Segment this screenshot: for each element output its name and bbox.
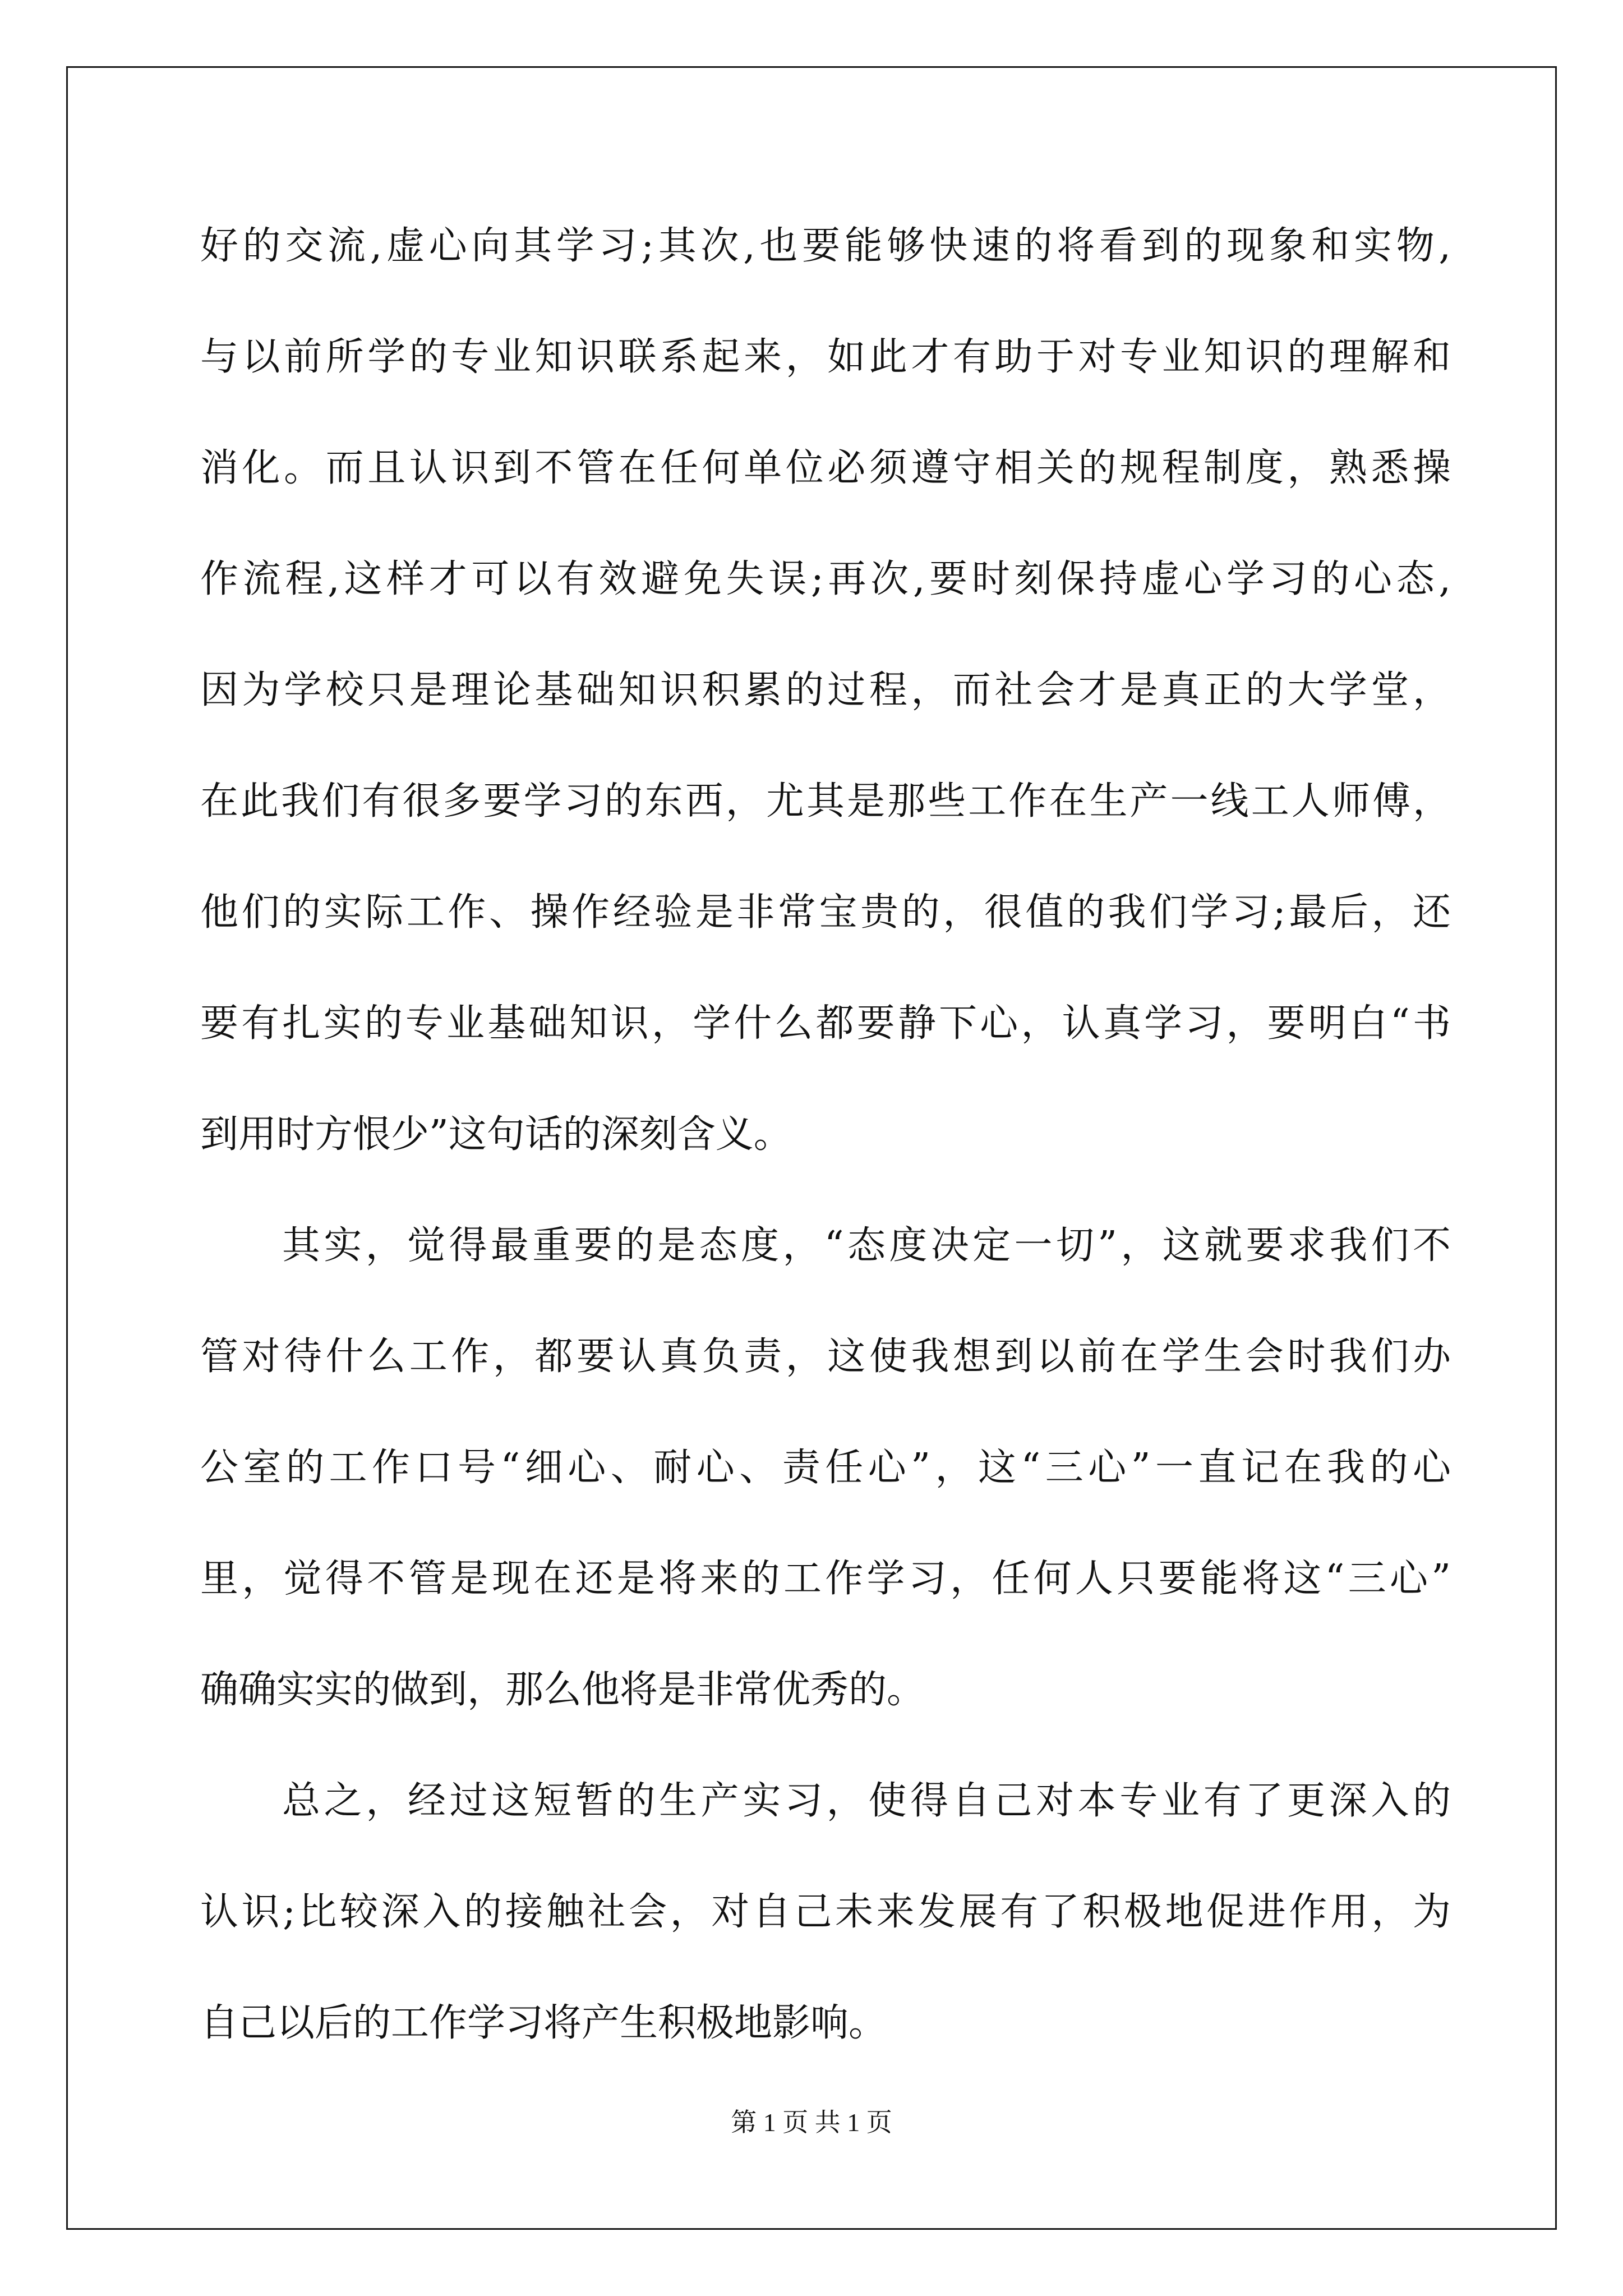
- text-line: 管对待什么工作，都要认真负责，这使我想到以前在学生会时我们办: [200, 1335, 1451, 1379]
- text-line: 到用时方恨少”这句话的深刻含义。: [200, 1112, 792, 1157]
- text-line: 在此我们有很多要学习的东西，尤其是那些工作在生产一线工人师傅，: [200, 779, 1451, 823]
- text-line: 其实，觉得最重要的是态度，“态度决定一切”，这就要求我们不: [282, 1223, 1451, 1268]
- text-line: 好的交流,虚心向其学习;其次,也要能够快速的将看到的现象和实物,: [200, 224, 1451, 268]
- text-line: 确确实实的做到，那么他将是非常优秀的。: [200, 1668, 925, 1712]
- text-line: 因为学校只是理论基础知识积累的过程，而社会才是真正的大学堂，: [200, 668, 1451, 712]
- text-line: 他们的实际工作、操作经验是非常宝贵的，很值的我们学习;最后，还: [200, 890, 1451, 935]
- text-line: 公室的工作口号“细心、耐心、责任心”，这“三心”一直记在我的心: [200, 1446, 1451, 1490]
- text-line: 自己以后的工作学习将产生积极地影响。: [200, 2001, 887, 2045]
- text-line: 里，觉得不管是现在还是将来的工作学习，任何人只要能将这“三心”: [200, 1557, 1451, 1601]
- text-line: 作流程,这样才可以有效避免失误;再次,要时刻保持虚心学习的心态,: [200, 557, 1451, 601]
- text-line: 认识;比较深入的接触社会，对自己未来发展有了积极地促进作用，为: [200, 1890, 1451, 1934]
- text-line: 消化。而且认识到不管在任何单位必须遵守相关的规程制度，熟悉操: [200, 446, 1451, 490]
- page-number-footer: 第 1 页 共 1 页: [731, 2108, 892, 2137]
- text-line: 要有扎实的专业基础知识，学什么都要静下心，认真学习，要明白“书: [200, 1001, 1451, 1046]
- text-line: 与以前所学的专业知识联系起来，如此才有助于对专业知识的理解和: [200, 335, 1451, 379]
- text-line: 总之，经过这短暂的生产实习，使得自己对本专业有了更深入的: [282, 1779, 1451, 1823]
